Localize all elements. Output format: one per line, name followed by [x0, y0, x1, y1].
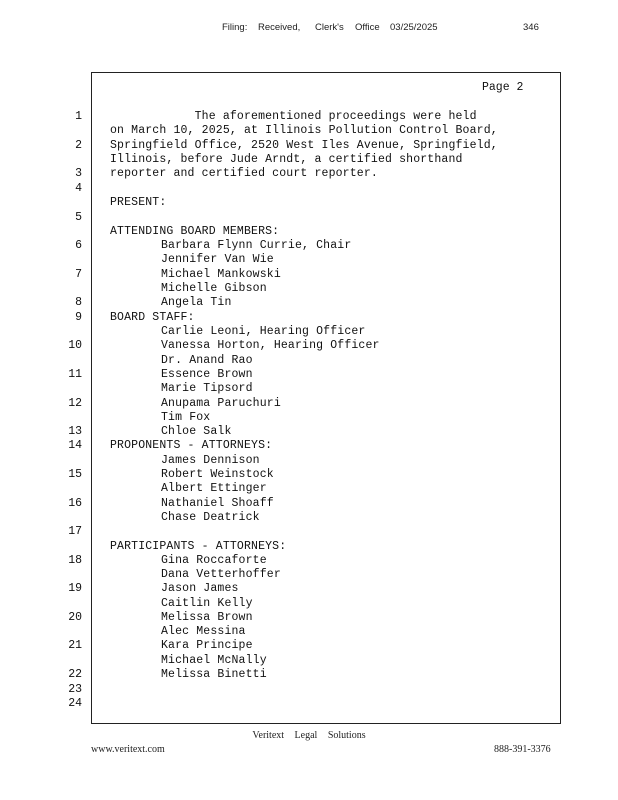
section-heading: ATTENDING BOARD MEMBERS: [110, 225, 280, 238]
transcript-line: Springfield Office, 2520 West Iles Avenue, Springfield, [110, 139, 498, 152]
line-number: 24 [68, 697, 82, 710]
filing-header [0, 22, 618, 36]
line-number: 22 [68, 668, 82, 681]
attendee-name: Jennifer Van Wie [161, 253, 274, 266]
attendee-name: Tim Fox [161, 411, 211, 424]
attendee-name: Michael McNally [161, 654, 267, 667]
page-label: Page 2 [482, 81, 524, 94]
line-number: 19 [68, 582, 82, 595]
office-label: Office [355, 22, 380, 33]
attendee-name: Alec Messina [161, 625, 246, 638]
attendee-name: Kara Principe [161, 639, 253, 652]
attendee-name: Michelle Gibson [161, 282, 267, 295]
section-heading: PARTICIPANTS - ATTORNEYS: [110, 540, 287, 553]
footer-website: www.veritext.com [91, 744, 165, 755]
attendee-name: Dr. Anand Rao [161, 354, 253, 367]
transcript-line: Illinois, before Jude Arndt, a certified shorthand [110, 153, 463, 166]
transcript-line: reporter and certified court reporter. [110, 167, 378, 180]
received-label: Received, [258, 22, 301, 33]
filing-date: 03/25/2025 [390, 22, 438, 33]
line-number: 9 [75, 311, 82, 324]
section-heading: PROPONENTS - ATTORNEYS: [110, 439, 273, 452]
attendee-name: Robert Weinstock [161, 468, 274, 481]
line-number: 6 [75, 239, 82, 252]
line-number: 12 [68, 397, 82, 410]
attendee-name: Barbara Flynn Currie, Chair [161, 239, 352, 252]
line-number: 3 [75, 167, 82, 180]
line-number: 16 [68, 497, 82, 510]
attendee-name: Chloe Salk [161, 425, 232, 438]
line-number: 14 [68, 439, 82, 452]
present-heading: PRESENT: [110, 196, 167, 209]
attendee-name: Angela Tin [161, 296, 232, 309]
attendee-name: Essence Brown [161, 368, 253, 381]
line-number: 20 [68, 611, 82, 624]
line-number: 1 [75, 110, 82, 123]
line-number: 23 [68, 683, 82, 696]
footer-company-word: Legal [294, 730, 318, 741]
line-number: 7 [75, 268, 82, 281]
attendee-name: Albert Ettinger [161, 482, 267, 495]
clerk-label: Clerk's [315, 22, 344, 33]
line-number: 5 [75, 211, 82, 224]
attendee-name: Nathaniel Shoaff [161, 497, 274, 510]
attendee-name: Dana Vetterhoffer [161, 568, 281, 581]
attendee-name: Melissa Brown [161, 611, 253, 624]
line-number: 11 [68, 368, 82, 381]
attendee-name: James Dennison [161, 454, 260, 467]
line-number: 13 [68, 425, 82, 438]
attendee-name: Anupama Paruchuri [161, 397, 281, 410]
attendee-name: Melissa Binetti [161, 668, 267, 681]
line-number: 2 [75, 139, 82, 152]
transcript-line: The aforementioned proceedings were held [110, 110, 477, 123]
section-heading: BOARD STAFF: [110, 311, 195, 324]
footer-company-word: Veritext [252, 730, 285, 741]
attendee-name: Caitlin Kelly [161, 597, 253, 610]
attendee-name: Chase Deatrick [161, 511, 260, 524]
line-number: 8 [75, 296, 82, 309]
footer-company [0, 730, 618, 741]
attendee-name: Jason James [161, 582, 239, 595]
attendee-name: Marie Tipsord [161, 382, 253, 395]
transcript-line: on March 10, 2025, at Illinois Pollution Control Board, [110, 124, 498, 137]
line-number: 15 [68, 468, 82, 481]
attendee-name: Michael Mankowski [161, 268, 281, 281]
line-number: 21 [68, 639, 82, 652]
footer-phone: 888-391-3376 [494, 744, 551, 755]
footer-company-word: Solutions [327, 730, 366, 741]
attendee-name: Vanessa Horton, Hearing Officer [161, 339, 380, 352]
line-number: 10 [68, 339, 82, 352]
line-number: 17 [68, 525, 82, 538]
line-number: 4 [75, 182, 82, 195]
attendee-name: Gina Roccaforte [161, 554, 267, 567]
bates-number: 346 [523, 22, 539, 33]
attendee-name: Carlie Leoni, Hearing Officer [161, 325, 366, 338]
filing-label: Filing: [222, 22, 248, 33]
line-number: 18 [68, 554, 82, 567]
